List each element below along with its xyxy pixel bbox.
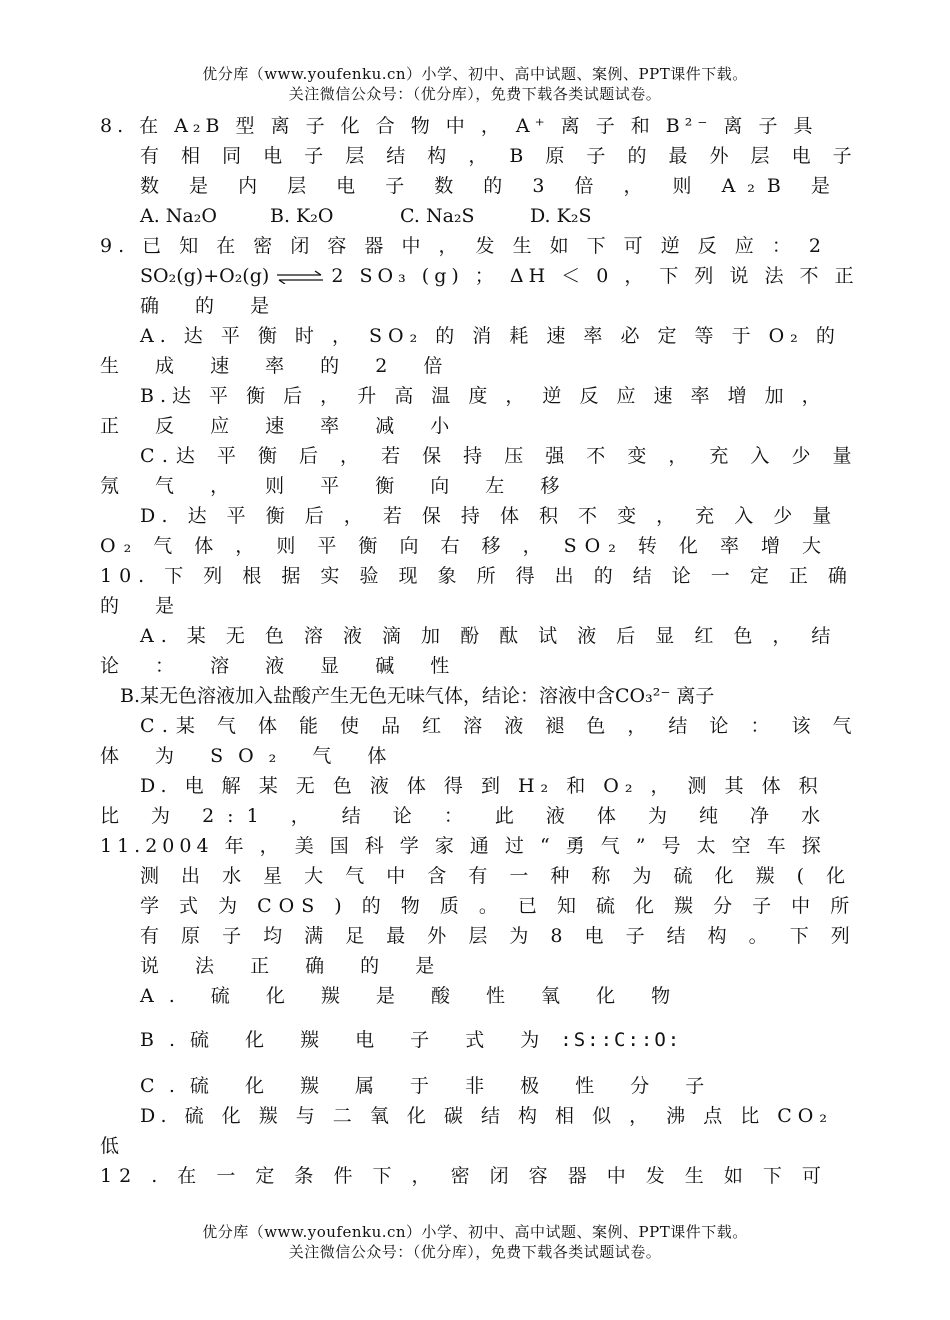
q9-option-a-line-2: 生 成 速 率 的 2 倍	[100, 355, 458, 377]
cos-electron-formula: :S::C::O:	[560, 1029, 682, 1051]
footer-line-1: 优分库（www.youfenku.cn）小学、初中、高中试题、案例、PPT课件下载。	[202, 1223, 748, 1241]
q8-line-3: 数 是 内 层 电 子 数 的 3 倍 ， 则 A₂B 是	[140, 175, 842, 197]
q8-option-d: D. K₂S	[530, 205, 592, 227]
q10-option-c-line-2: 体 为 SO₂ 气 体	[100, 745, 402, 767]
q9-line-3: 确 的 是	[140, 295, 285, 317]
q10-line-1: 10. 下 列 根 据 实 验 现 象 所 得 出 的 结 论 一 定 正 确	[100, 565, 854, 587]
q11-option-c: C.硫 化 羰 属 于 非 极 性 分 子	[140, 1075, 720, 1097]
header-line-2: 关注微信公众号：（优分库），免费下载各类试题试卷。	[288, 85, 662, 103]
q9-reactants: SO₂(g)+O₂(g)	[140, 265, 270, 287]
q11-option-d-line-1: D. 硫 化 羰 与 二 氧 化 碳 结 构 相 似 ， 沸 点 比 CO₂	[140, 1105, 833, 1127]
q11-option-b-text: B.硫 化 羰 电 子 式 为	[140, 1029, 555, 1051]
q9-option-b-line-1: B.达 平 衡 后 ， 升 高 温 度 ， 逆 反 应 速 率 增 加 ，	[140, 385, 827, 407]
q9-line-2	[140, 264, 859, 288]
q11-line-4: 有 原 子 均 满 足 最 外 层 为 8 电 子 结 构 。 下 列	[140, 925, 858, 947]
q10-option-d-line-2: 比 为 2:1 ， 结 论 ： 此 液 体 为 纯 净 水	[100, 805, 834, 827]
q11-option-a: A. 硫 化 羰 是 酸 性 氧 化 物	[140, 985, 686, 1007]
q9-option-a-line-1: A. 达 平 衡 时 ， SO₂ 的 消 耗 速 率 必 定 等 于 O₂ 的	[140, 325, 841, 347]
q10-option-a-line-2: 论 ： 溶 液 显 碱 性	[100, 655, 465, 677]
q10-option-c-line-1: C.某 气 体 能 使 品 红 溶 液 褪 色 ， 结 论 ： 该 气	[140, 715, 860, 737]
q10-option-a-line-1: A. 某 无 色 溶 液 滴 加 酚 酞 试 液 后 显 红 色 ， 结	[140, 625, 838, 647]
q11-option-b	[140, 1028, 681, 1052]
q10-option-d-line-1: D. 电 解 某 无 色 液 体 得 到 H₂ 和 O₂ ， 测 其 体 积	[140, 775, 824, 797]
q9-line-1: 9. 已 知 在 密 闭 容 器 中 ， 发 生 如 下 可 逆 反 应 ： 2	[100, 235, 827, 257]
q11-line-3: 学 式 为 COS ) 的 物 质 。 已 知 硫 化 羰 分 子 中 所	[140, 895, 857, 917]
q8-options	[140, 204, 660, 228]
q11-option-d-line-2: 低	[100, 1135, 120, 1157]
q9-option-d-line-1: D. 达 平 衡 后 ， 若 保 持 体 积 不 变 ， 充 入 少 量	[140, 505, 839, 527]
q10-option-b: B.某无色溶液加入盐酸产生无色无味气体，结论：溶液中含CO₃²⁻ 离子	[120, 685, 715, 707]
q9-option-d-line-2: O₂ 气 体 ， 则 平 衡 向 右 移 ， SO₂ 转 化 率 增 大	[100, 535, 830, 557]
q11-line-1: 11.2004 年 ， 美 国 科 学 家 通 过 “ 勇 气 ” 号 太 空 车 探	[100, 835, 826, 857]
q9-option-c-line-2: 氖 气 ， 则 平 衡 向 左 移	[100, 475, 575, 497]
q9-option-c-line-1: C.达 平 衡 后 ， 若 保 持 压 强 不 变 ， 充 入 少 量	[140, 445, 860, 467]
q9-option-b-line-2: 正 反 应 速 率 减 小	[100, 415, 465, 437]
q9-products: 2 SO₃ (g) ； ΔH ＜ 0 ， 下 列 说 法 不 正	[331, 265, 859, 287]
q12-line-1: 12 . 在 一 定 条 件 下 ， 密 闭 容 器 中 发 生 如 下 可	[100, 1165, 828, 1187]
equilibrium-arrow-icon	[275, 270, 325, 284]
q8-option-b: B. K₂O	[270, 205, 334, 227]
q8-line-2: 有 相 同 电 子 层 结 构 ， B 原 子 的 最 外 层 电 子	[140, 145, 860, 167]
q8-option-a: A. Na₂O	[140, 205, 217, 227]
q8-option-c: C. Na₂S	[400, 205, 475, 227]
q8-line-1: 8. 在 A₂B 型 离 子 化 合 物 中 ， A⁺ 离 子 和 B²⁻ 离 子 具	[100, 115, 818, 137]
q11-line-2: 测 出 水 星 大 气 中 含 有 一 种 称 为 硫 化 羰 ( 化	[140, 865, 854, 887]
header-line-1: 优分库（www.youfenku.cn）小学、初中、高中试题、案例、PPT课件下载。	[202, 65, 748, 83]
q10-line-2: 的 是	[100, 595, 190, 617]
footer-line-2: 关注微信公众号：（优分库），免费下载各类试题试卷。	[288, 1243, 662, 1261]
q11-line-5: 说 法 正 确 的 是	[140, 955, 450, 977]
